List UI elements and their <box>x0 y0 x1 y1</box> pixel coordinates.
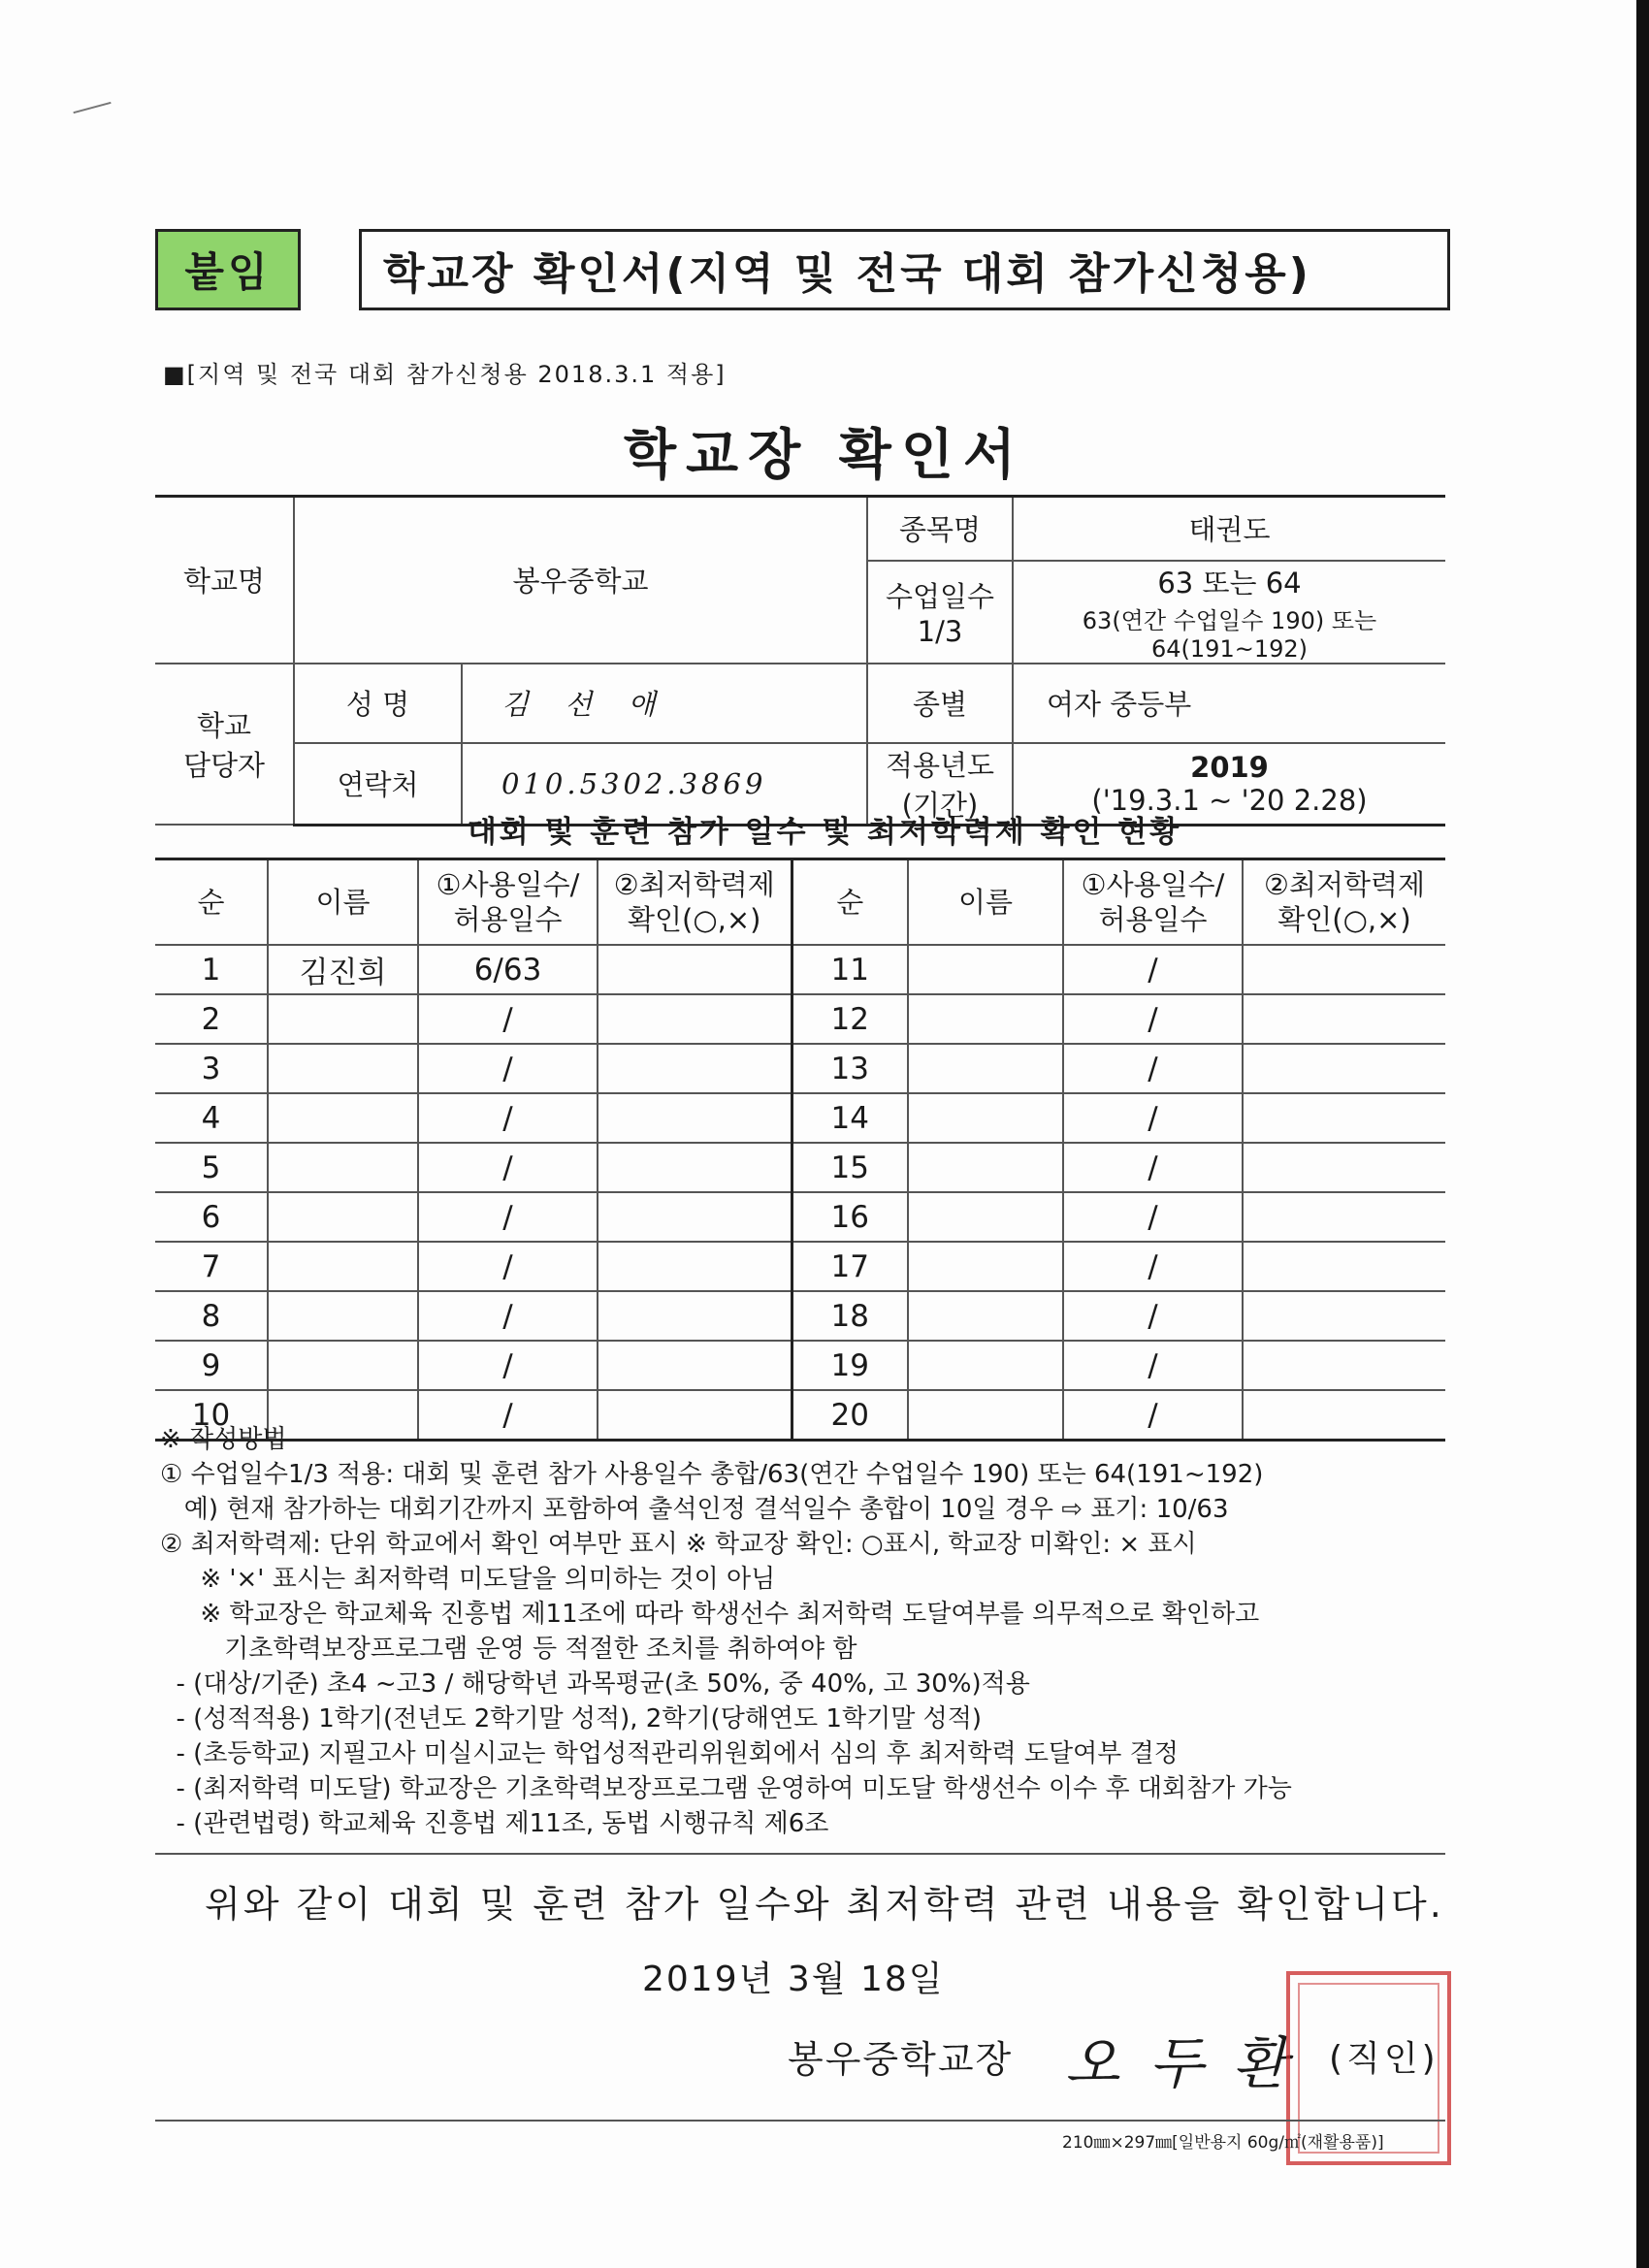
row-check <box>1243 1291 1445 1341</box>
row-check <box>598 1341 792 1390</box>
header-days-2 <box>1063 859 1243 946</box>
row-days: / <box>418 1341 598 1390</box>
principal-signature: 오 두 환 <box>1065 2030 1293 2096</box>
row-number: 13 <box>792 1044 908 1093</box>
info-table <box>155 495 1445 826</box>
row-name <box>908 1291 1063 1341</box>
note-line: ① 수업일수1/3 적용: 대회 및 훈련 참가 사용일수 총합/63(연간 수업일수 190) 또는 64(191~192) <box>160 1460 1264 1489</box>
header-days-2-line2: 허용일수 <box>1098 903 1208 936</box>
header-check-2-line1: ②최저학력제 <box>1263 868 1426 901</box>
table-row <box>155 945 1445 994</box>
header-check-line2: 확인(○,×) <box>628 903 761 936</box>
confirm-statement: 위와 같이 대회 및 훈련 참가 일수와 최저학력 관련 내용을 확인합니다. <box>205 1883 1444 1926</box>
row-days: / <box>418 1093 598 1143</box>
header-check <box>598 859 792 946</box>
staff-label-line2: 담당자 <box>182 748 266 782</box>
header-check-2 <box>1243 859 1445 946</box>
header-name-2: 이름 <box>908 859 1063 946</box>
row-number: 16 <box>792 1192 908 1242</box>
row-check <box>598 994 792 1044</box>
note-line: ※ '×' 표시는 최저학력 미도달을 의미하는 것이 아님 <box>160 1565 776 1594</box>
row-number: 10 <box>155 1390 268 1441</box>
row-number: 20 <box>792 1390 908 1441</box>
row-name <box>908 1093 1063 1143</box>
row-days: / <box>418 994 598 1044</box>
note-line: ② 최저학력제: 단위 학교에서 확인 여부만 표시 ※ 학교장 확인: ○표시, 학교장 미확인: × 표시 <box>160 1530 1197 1559</box>
note-line: - (성적적용) 1학기(전년도 2학기말 성적), 2학기(당해연도 1학기말 성적) <box>160 1704 982 1733</box>
row-number: 2 <box>155 994 268 1044</box>
row-days: / <box>1063 1242 1243 1291</box>
header-name: 이름 <box>268 859 418 946</box>
document-header <box>155 229 1450 310</box>
note-line: - (초등학교) 지필고사 미실시교는 학업성적관리위원회에서 심의 후 최저학력 도달여부 결정 <box>160 1739 1179 1768</box>
year-label-line1: 적용년도 <box>885 748 995 782</box>
row-check <box>1243 1093 1445 1143</box>
row-name <box>268 1093 418 1143</box>
days-value <box>1013 561 1445 664</box>
row-check <box>598 1044 792 1093</box>
row-name <box>268 1044 418 1093</box>
table-row <box>155 1192 1445 1242</box>
row-days: / <box>1063 1291 1243 1341</box>
header-title: 학교장 확인서(지역 및 전국 대회 참가신청용) <box>359 229 1450 310</box>
header-days-2-line1: ①사용일수/ <box>1081 868 1225 901</box>
row-check <box>598 1093 792 1143</box>
note-line: - (대상/기준) 초4 ~고3 / 해당학년 과목평균(초 50%, 중 40%, 고 30%)적용 <box>160 1669 1030 1699</box>
row-days: / <box>1063 1341 1243 1390</box>
header-days-line1: ①사용일수/ <box>436 868 580 901</box>
row-number: 8 <box>155 1291 268 1341</box>
row-days: / <box>1063 1143 1243 1192</box>
row-number: 9 <box>155 1341 268 1390</box>
row-check <box>1243 1143 1445 1192</box>
document-title: 학교장 확인서 <box>623 424 1026 487</box>
header-no-2: 순 <box>792 859 908 946</box>
row-days: / <box>418 1242 598 1291</box>
table-row <box>155 1143 1445 1192</box>
row-check <box>598 1242 792 1291</box>
row-days: / <box>1063 1192 1243 1242</box>
footer-divider <box>155 2120 1445 2122</box>
table-row <box>155 1291 1445 1341</box>
row-number: 1 <box>155 945 268 994</box>
row-days: / <box>1063 1390 1243 1441</box>
row-name <box>268 1341 418 1390</box>
row-name <box>908 994 1063 1044</box>
row-days: / <box>1063 945 1243 994</box>
table-row <box>155 1242 1445 1291</box>
row-days: / <box>1063 1093 1243 1143</box>
header-no: 순 <box>155 859 268 946</box>
staff-label-line1: 학교 <box>196 708 252 742</box>
notes <box>160 1422 1455 1841</box>
row-check <box>1243 1341 1445 1390</box>
header-check-2-line2: 확인(○,×) <box>1277 903 1411 936</box>
category-value: 여자 중등부 <box>1013 664 1445 743</box>
scan-mark <box>73 102 111 113</box>
note-line: ※ 작성방법 <box>160 1425 287 1454</box>
event-value: 태권도 <box>1013 497 1445 561</box>
days-value-detail: 63(연간 수업일수 190) 또는 64(191~192) <box>1082 606 1377 663</box>
days-label-line2: 1/3 <box>917 615 963 648</box>
row-check <box>1243 994 1445 1044</box>
row-check <box>1243 1044 1445 1093</box>
row-number: 15 <box>792 1143 908 1192</box>
row-days: / <box>418 1192 598 1242</box>
row-number: 18 <box>792 1291 908 1341</box>
year-label-line2: (기간) <box>901 788 979 822</box>
year-value-main: 2019 <box>1190 750 1269 784</box>
table-row <box>155 1044 1445 1093</box>
row-number: 19 <box>792 1341 908 1390</box>
row-number: 12 <box>792 994 908 1044</box>
header-days <box>418 859 598 946</box>
header-days-line2: 허용일수 <box>453 903 563 936</box>
row-days: / <box>418 1291 598 1341</box>
table-row <box>155 994 1445 1044</box>
principal-label: 봉우중학교장 <box>788 2038 1014 2081</box>
contact-value: 010.5302.3869 <box>462 743 867 826</box>
row-check <box>598 945 792 994</box>
note-line: 기초학력보장프로그램 운영 등 적절한 조치를 취하여야 함 <box>160 1635 857 1664</box>
row-name <box>908 1242 1063 1291</box>
row-name: 김진희 <box>268 945 418 994</box>
row-name <box>268 1291 418 1341</box>
row-number: 4 <box>155 1093 268 1143</box>
seal-label: (직인) <box>1329 2039 1439 2079</box>
row-days: 6/63 <box>418 945 598 994</box>
row-name <box>908 945 1063 994</box>
row-name <box>908 1341 1063 1390</box>
note-line: ※ 학교장은 학교체육 진흥법 제11조에 따라 학생선수 최저학력 도달여부를 의무적으로 확인하고 <box>160 1600 1260 1629</box>
row-number: 6 <box>155 1192 268 1242</box>
row-check <box>1243 1192 1445 1242</box>
row-name <box>908 1044 1063 1093</box>
row-days: / <box>418 1143 598 1192</box>
row-name <box>908 1143 1063 1192</box>
row-days: / <box>1063 1044 1243 1093</box>
note-line: - (최저학력 미도달) 학교장은 기초학력보장프로그램 운영하여 미도달 학생선수 이수 후 대회참가 가능 <box>160 1774 1292 1803</box>
applicability-note: ■[지역 및 전국 대회 참가신청용 2018.3.1 적용] <box>163 361 727 388</box>
note-line: 예) 현재 참가하는 대회기간까지 포함하여 출석인정 결석일수 총합이 10일 경우 ⇨ 표기: 10/63 <box>160 1495 1229 1524</box>
table-row <box>155 1341 1445 1390</box>
row-days: / <box>418 1044 598 1093</box>
row-number: 17 <box>792 1242 908 1291</box>
attachment-badge: 붙임 <box>155 229 301 310</box>
row-number: 14 <box>792 1093 908 1143</box>
category-label: 종별 <box>867 664 1013 743</box>
table-row <box>155 1093 1445 1143</box>
row-name <box>268 1242 418 1291</box>
row-number: 3 <box>155 1044 268 1093</box>
days-value-main: 63 또는 64 <box>1157 566 1302 599</box>
row-number: 5 <box>155 1143 268 1192</box>
row-number: 7 <box>155 1242 268 1291</box>
header-check-line1: ②최저학력제 <box>613 868 775 901</box>
school-name: 봉우중학교 <box>294 497 867 664</box>
note-line: - (관련법령) 학교체육 진흥법 제11조, 동법 시행규칙 제6조 <box>160 1809 829 1838</box>
days-label-line1: 수업일수 <box>885 580 995 613</box>
date: 2019년 3월 18일 <box>642 1960 945 1999</box>
staff-label <box>155 664 294 826</box>
days-label <box>867 561 1013 664</box>
paper-spec: 210㎜×297㎜[일반용지 60g/㎡(재활용품)] <box>1062 2133 1384 2153</box>
row-name <box>908 1192 1063 1242</box>
row-check <box>598 1192 792 1242</box>
row-days: / <box>418 1390 598 1441</box>
records-table <box>155 858 1445 1442</box>
row-name <box>268 1143 418 1192</box>
row-check <box>1243 1242 1445 1291</box>
row-check <box>598 1291 792 1341</box>
event-label: 종목명 <box>867 497 1013 561</box>
school-label: 학교명 <box>155 497 294 664</box>
row-check <box>1243 945 1445 994</box>
row-check <box>598 1143 792 1192</box>
divider <box>155 1853 1445 1855</box>
staff-name: 김 선 애 <box>462 664 867 743</box>
row-name <box>268 994 418 1044</box>
row-days: / <box>1063 994 1243 1044</box>
scan-edge <box>1636 0 1649 2268</box>
row-number: 11 <box>792 945 908 994</box>
row-name <box>268 1192 418 1242</box>
name-label: 성 명 <box>294 664 462 743</box>
contact-label: 연락처 <box>294 743 462 826</box>
year-period: ('19.3.1 ~ '20 2.28) <box>1091 783 1368 817</box>
records-title: 대회 및 훈련 참가 일수 및 최저학력제 확인 현황 <box>467 815 1182 850</box>
